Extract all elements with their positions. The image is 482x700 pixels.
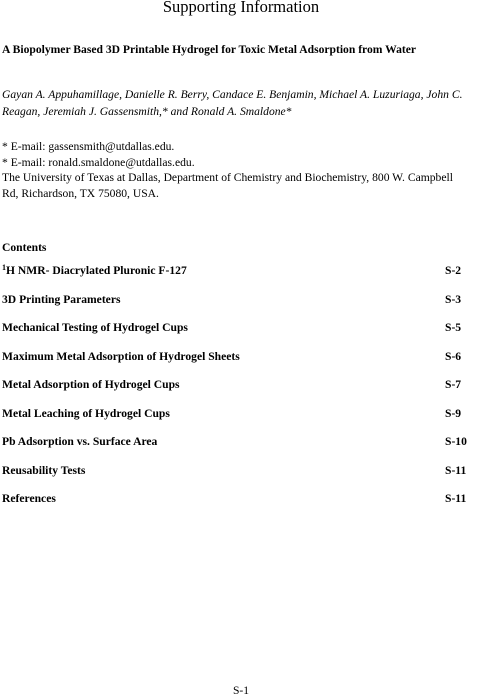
affiliation-line-2: Rd, Richardson, TX 75080, USA. bbox=[2, 186, 159, 200]
toc-entry-label: References bbox=[2, 492, 56, 505]
contact-block bbox=[2, 139, 482, 201]
paper-title: A Biopolymer Based 3D Printable Hydrogel for Toxic Metal Adsorption from Water bbox=[2, 43, 417, 56]
page-number: S-1 bbox=[232, 684, 250, 697]
toc-entry-metal-leaching[interactable] bbox=[2, 405, 472, 423]
toc-entry-label: Metal Leaching of Hydrogel Cups bbox=[2, 406, 170, 420]
toc-entry-printing-parameters[interactable] bbox=[2, 291, 472, 309]
email-smaldone: * E-mail: ronald.smaldone@utdallas.edu. bbox=[2, 155, 195, 169]
toc-entry-page: S-2 bbox=[445, 264, 462, 277]
toc-entry-metal-adsorption[interactable] bbox=[2, 376, 472, 394]
toc-entry-reusability[interactable] bbox=[2, 462, 472, 480]
toc-entry-label: $^1$H NMR- Diacrylated Pluronic F-127 bbox=[2, 263, 187, 277]
toc-entry-page: S-11 bbox=[445, 492, 467, 505]
toc-entry-label: 3D Printing Parameters bbox=[2, 292, 121, 306]
contents-heading: Contents bbox=[2, 241, 47, 254]
toc-entry-references[interactable] bbox=[2, 490, 472, 508]
toc-entry-nmr[interactable] bbox=[2, 262, 472, 280]
toc-entry-label: Pb Adsorption vs. Surface Area bbox=[2, 435, 158, 448]
toc-entry-page: S-10 bbox=[445, 435, 467, 448]
toc-entry-page: S-3 bbox=[445, 292, 462, 306]
superscript-1: 1 bbox=[2, 263, 6, 272]
toc-entry-page: S-5 bbox=[445, 321, 462, 334]
toc-entry-label: Metal Adsorption of Hydrogel Cups bbox=[2, 378, 180, 391]
toc-entry-maximum-adsorption[interactable] bbox=[2, 348, 472, 366]
affiliation-line-1: The University of Texas at Dallas, Department of Chemistry and Biochemistry, 800 W. Campbell bbox=[2, 171, 453, 184]
toc-entry-page: S-6 bbox=[445, 349, 462, 363]
toc-entry-page: S-11 bbox=[445, 463, 467, 477]
email-gassensmith: * E-mail: gassensmith@utdallas.edu. bbox=[2, 140, 175, 153]
toc-entry-label: Mechanical Testing of Hydrogel Cups bbox=[2, 321, 188, 334]
toc-entry-label: Maximum Metal Adsorption of Hydrogel Sheets bbox=[2, 349, 240, 363]
author-list: Gayan A. Appuhamillage, Danielle R. Berry, Candace E. Benjamin, Michael A. Luzuriaga, John C. Reagan, Jeremiah J. Gassensmith,* and Ronald A. Smaldone* bbox=[2, 88, 463, 118]
toc-entry-pb-adsorption[interactable] bbox=[2, 433, 472, 451]
toc-entry-page: S-9 bbox=[445, 406, 462, 420]
toc-entry-page: S-7 bbox=[445, 378, 462, 391]
toc-entry-label: Reusability Tests bbox=[2, 463, 86, 477]
toc-entry-mechanical-testing[interactable] bbox=[2, 319, 472, 337]
page-header: Supporting Information bbox=[162, 0, 320, 16]
